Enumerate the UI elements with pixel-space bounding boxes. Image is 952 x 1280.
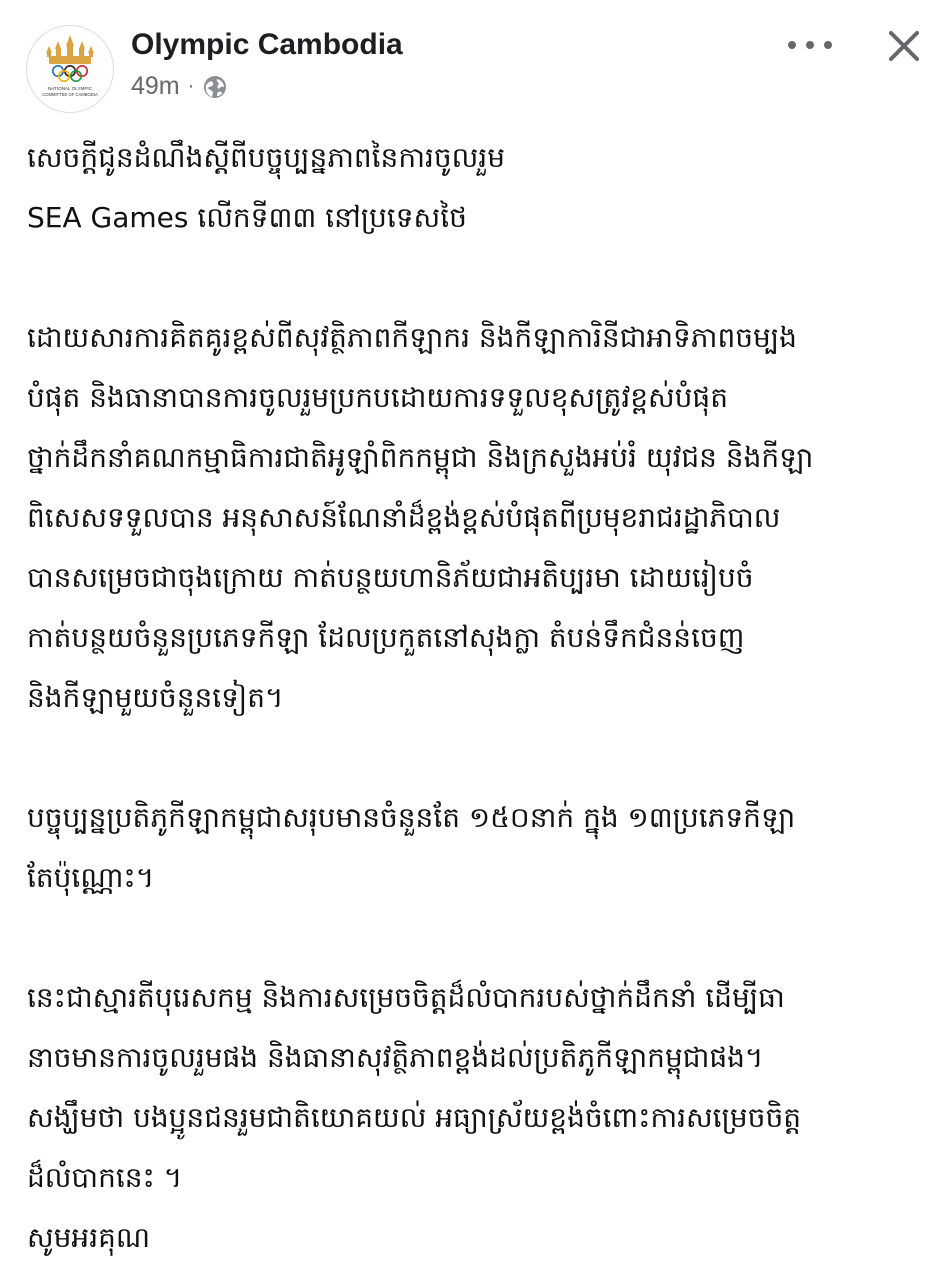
paragraph-1-line: បំផុត និងធានាបានការចូលរួមប្រកបដោយការទទួលខុសត្រូវខ្ពស់បំផុត: [27, 381, 728, 414]
paragraph-gap: [27, 908, 937, 968]
page-name[interactable]: Olympic Cambodia: [131, 28, 403, 61]
globe-icon: [202, 74, 228, 100]
paragraph-1-line: ថ្នាក់ដឹកនាំគណកម្មាធិការជាតិអូឡាំពិកកម្ពុជា និងក្រសួងអប់រំ យុវជន និងកីឡា: [27, 441, 814, 474]
paragraph-3-line: នាចមានការចូលរួមផង និងធានាសុវត្ថិភាពខ្ពង់ដល់ប្រតិភូកីឡាកម្ពុជាផង។: [27, 1041, 764, 1074]
logo-text-line1: NATIONAL OLYMPIC: [47, 86, 93, 91]
more-dot: [824, 41, 832, 49]
post-meta: [131, 72, 228, 101]
post-title-line-1: សេចក្ដីជូនដំណឹងស្តីពីបច្ចុប្បន្នភាពនៃការចូលរួម: [27, 141, 505, 174]
closing-line: សូមអរគុណ: [27, 1221, 151, 1254]
more-horizontal-icon: [788, 41, 796, 49]
paragraph-2-line: តែប៉ុណ្ណោះ។: [27, 861, 155, 894]
paragraph-1-line: និងកីឡាមួយចំនួនទៀត។: [27, 681, 284, 714]
close-button[interactable]: [884, 26, 924, 66]
post-title-line-2: SEA Games លើកទី៣៣ នៅប្រទេសថៃ: [27, 201, 467, 234]
post-header: [0, 0, 952, 118]
paragraph-1-line: ពិសេសទទួលបាន អនុសាសន៍ណែនាំដ៏ខ្ពង់ខ្ពស់បំផុតពីប្រមុខរាជរដ្ឋាភិបាល: [27, 501, 781, 534]
paragraph-3-line: សង្ឃឹមថា បងប្អូនជនរួមជាតិយោគយល់ អធ្យាស្រ័យខ្ពង់ចំពោះការសម្រេចចិត្ត: [27, 1101, 801, 1134]
page-avatar[interactable]: [26, 25, 114, 113]
more-dot: [806, 41, 814, 49]
paragraph-1-line: បានសម្រេចជាចុងក្រោយ កាត់បន្ថយហានិភ័យជាអតិប្បរមា ដោយរៀបចំ: [27, 561, 754, 594]
post-text: [27, 128, 937, 1268]
paragraph-3-line: នេះជាស្មារតីបុរេសកម្ម និងការសម្រេចចិត្តដ៏លំបាករបស់ថ្នាក់ដឹកនាំ ដើម្បីធា: [27, 981, 785, 1014]
paragraph-gap: [27, 248, 937, 308]
paragraph-2-line: បច្ចុប្បន្នប្រតិភូកីឡាកម្ពុជាសរុបមានចំនួនតែ ១៥០នាក់ ក្នុង ១៣ប្រភេទកីឡា: [27, 801, 796, 834]
paragraph-1-line: ដោយសារការគិតគូរខ្ពស់ពីសុវត្ថិភាពកីឡាករ និងកីឡាការិនីជាអាទិភាពចម្បង: [27, 321, 797, 354]
noc-cambodia-logo-icon: [27, 26, 113, 112]
post-timestamp[interactable]: 49m: [131, 72, 180, 100]
meta-separator: ·: [187, 75, 195, 97]
paragraph-1-line: កាត់បន្ថយចំនួនប្រភេទកីឡា ដែលប្រកួតនៅសុងក្លា តំបន់ទឹកជំនន់ចេញ: [27, 621, 745, 654]
more-options-button[interactable]: [788, 30, 832, 60]
close-icon: [884, 26, 924, 66]
paragraph-3-line: ដ៏លំបាកនេះ ។: [27, 1161, 183, 1194]
paragraph-gap: [27, 728, 937, 788]
logo-text-line2: COMMITTEE OF CAMBODIA: [42, 92, 98, 97]
